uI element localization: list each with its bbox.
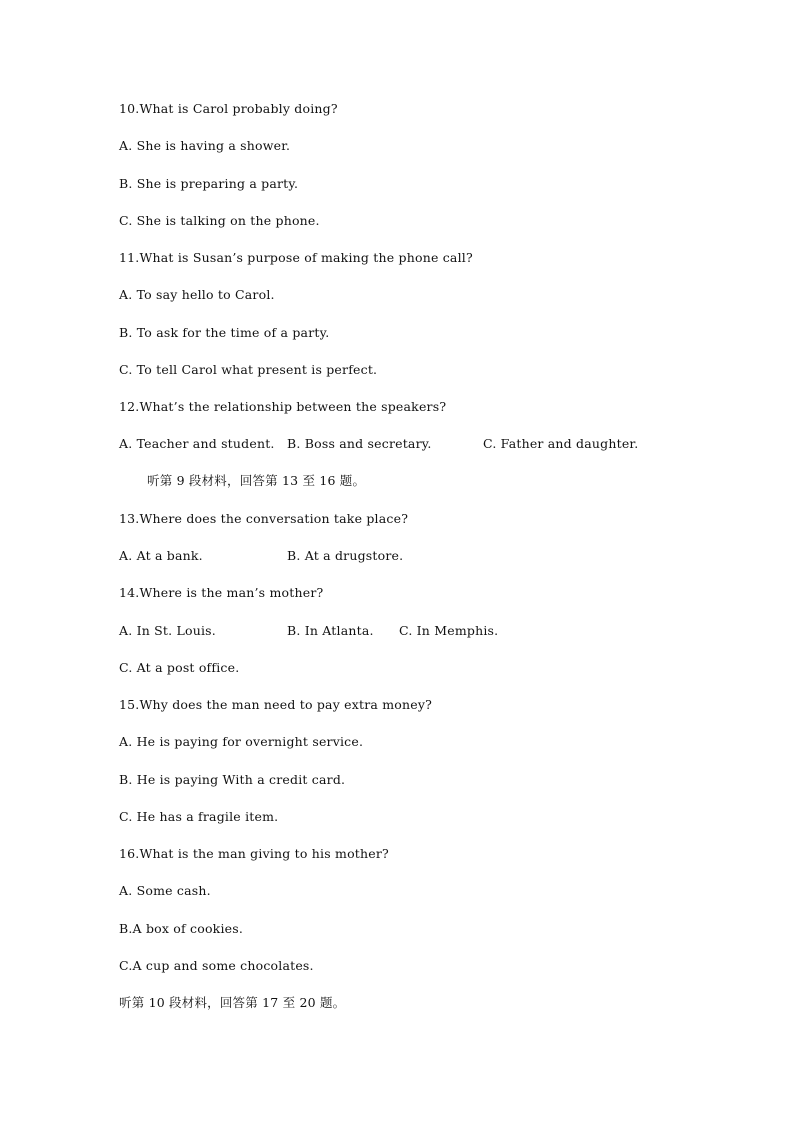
option-12-b: B. Boss and secretary. [287, 436, 432, 451]
question-15: 15.Why does the man need to pay extra money? [119, 697, 432, 712]
option-15-c: C. He has a fragile item. [119, 809, 279, 824]
question-14: 14.Where is the man’s mother? [119, 585, 324, 600]
option-15-b: B. He is paying With a credit card. [119, 772, 346, 787]
option-10-b: B. She is preparing a party. [119, 176, 299, 191]
option-11-a: A. To say hello to Carol. [119, 287, 275, 302]
option-11-b: B. To ask for the time of a party. [119, 325, 330, 340]
question-12: 12.What’s the relationship between the speakers? [119, 399, 447, 414]
question-13: 13.Where does the conversation take place? [119, 511, 409, 526]
option-12-a: A. Teacher and student. [119, 436, 275, 451]
option-12-c: C. Father and daughter. [483, 436, 639, 451]
question-10: 10.What is Carol probably doing? [119, 101, 338, 116]
section-instruction-10: 听第 10 段材料，回答第 17 至 20 题。 [119, 995, 346, 1010]
option-11-c: C. To tell Carol what present is perfect. [119, 362, 378, 377]
question-16: 16.What is the man giving to his mother? [119, 846, 389, 861]
option-16-c: C.A cup and some chocolates. [119, 958, 314, 973]
option-14-c: C. In Memphis. [399, 623, 499, 638]
options-row-12 [119, 436, 679, 452]
question-11: 11.What is Susan’s purpose of making the phone call? [119, 250, 473, 265]
option-14-b: B. In Atlanta. [287, 623, 374, 638]
options-row-13 [119, 548, 519, 564]
option-10-c: C. She is talking on the phone. [119, 213, 320, 228]
option-15-a: A. He is paying for overnight service. [119, 734, 364, 749]
option-14-c-extra: C. At a post office. [119, 660, 240, 675]
section-instruction-9: 听第 9 段材料，回答第 13 至 16 题。 [147, 473, 366, 488]
option-13-b: B. At a drugstore. [287, 548, 404, 563]
options-row-14 [119, 623, 539, 639]
option-16-a: A. Some cash. [119, 883, 211, 898]
option-16-b: B.A box of cookies. [119, 921, 244, 936]
option-14-a: A. In St. Louis. [119, 623, 216, 638]
option-13-a: A. At a bank. [119, 548, 203, 563]
option-10-a: A. She is having a shower. [119, 138, 291, 153]
